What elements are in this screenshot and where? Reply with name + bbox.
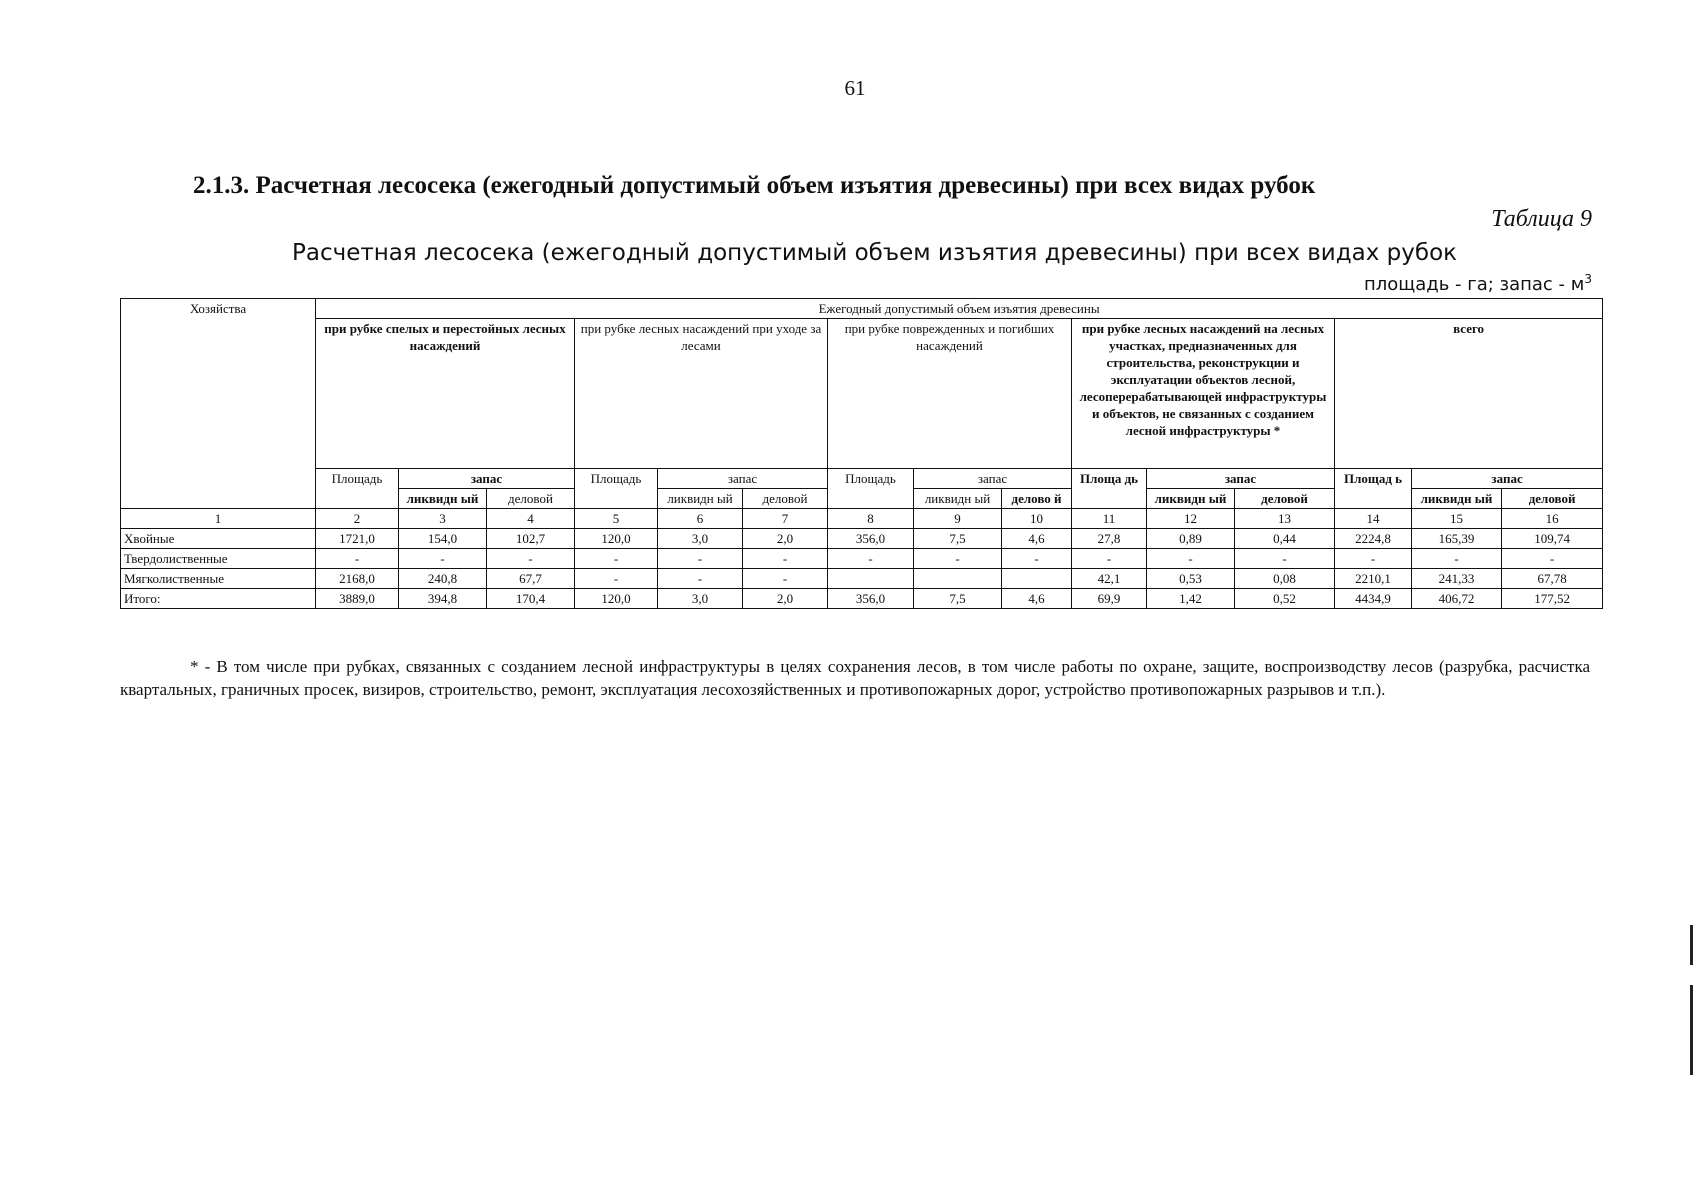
table-cell: 109,74 (1502, 529, 1603, 549)
area-header: Площадь (316, 469, 399, 509)
table-cell: 0,08 (1235, 569, 1335, 589)
liquid-header: ликвидн ый (914, 489, 1002, 509)
group-infrastructure: при рубке лесных насаждений на лесных участках, предназначенных для строительства, реконструкции и эксплуатации объектов лесной, лесоперерабатывающей инфраструктуры и объектов, не связанных с созданием лесной инфраструктуры * (1072, 319, 1335, 469)
business-header: деловой (1235, 489, 1335, 509)
table-cell: 69,9 (1072, 589, 1147, 609)
footnote: * - В том числе при рубках, связанных с созданием лесной инфраструктуры в целях сохранения лесов, в том числе работы по охране, защите, воспроизводству лесов (разрубка, расчистка квартальных, граничных просек, визиров, строительство, ремонт, эксплуатация лесохозяйственных и противопожарных дорог, устройство противопожарных разрывов и т.п.). (120, 657, 1590, 699)
group-thinning: при рубке лесных насаждений при уходе за лесами (575, 319, 828, 469)
table-cell: - (575, 549, 658, 569)
group-total: всего (1335, 319, 1603, 469)
table-cell: - (1412, 549, 1502, 569)
table-cell: 165,39 (1412, 529, 1502, 549)
area-header: Площад ь (1335, 469, 1412, 509)
stock-header: запас (914, 469, 1072, 489)
table-cell: - (743, 569, 828, 589)
table-cell: - (914, 549, 1002, 569)
column-number: 16 (1502, 509, 1603, 529)
header-farm: Хозяйства (121, 299, 316, 509)
table-cell: - (399, 549, 487, 569)
column-number-row (121, 509, 1603, 529)
row-name: Мягколиственные (121, 569, 316, 589)
table-cell: 394,8 (399, 589, 487, 609)
business-header: деловой (1502, 489, 1603, 509)
table-cell: 2,0 (743, 589, 828, 609)
business-header: деловой (487, 489, 575, 509)
table-cell: 4,6 (1002, 529, 1072, 549)
scan-edge-mark (1690, 985, 1693, 1075)
table-cell: 0,44 (1235, 529, 1335, 549)
table-cell: 2224,8 (1335, 529, 1412, 549)
table-caption: Расчетная лесосека (ежегодный допустимый объем изъятия древесины) при всех видах рубок (292, 240, 1458, 266)
table-cell: 42,1 (1072, 569, 1147, 589)
table-cell: 1721,0 (316, 529, 399, 549)
stock-header: запас (658, 469, 828, 489)
area-header: Площадь (575, 469, 658, 509)
table-cell (828, 569, 914, 589)
column-number: 13 (1235, 509, 1335, 529)
table-cell: 2168,0 (316, 569, 399, 589)
table-cell: 7,5 (914, 529, 1002, 549)
table-cell: 1,42 (1147, 589, 1235, 609)
table-cell: 4434,9 (1335, 589, 1412, 609)
column-number: 5 (575, 509, 658, 529)
table-cell: 0,52 (1235, 589, 1335, 609)
table-cell: 120,0 (575, 589, 658, 609)
table-cell: 27,8 (1072, 529, 1147, 549)
table-row (121, 549, 1603, 569)
table-cell: 356,0 (828, 529, 914, 549)
table-cell: - (316, 549, 399, 569)
table-cell: 240,8 (399, 569, 487, 589)
table-cell: 67,78 (1502, 569, 1603, 589)
column-number: 2 (316, 509, 399, 529)
units-sup: 3 (1584, 272, 1592, 286)
table-cell: 241,33 (1412, 569, 1502, 589)
table-cell: - (658, 569, 743, 589)
table-cell: 0,89 (1147, 529, 1235, 549)
page-number: 61 (844, 76, 866, 100)
row-name: Хвойные (121, 529, 316, 549)
column-number: 9 (914, 509, 1002, 529)
units-text: площадь - га; запас - м (1364, 274, 1585, 295)
table-row (121, 569, 1603, 589)
column-number: 3 (399, 509, 487, 529)
table-cell: 3889,0 (316, 589, 399, 609)
table-cell: 356,0 (828, 589, 914, 609)
liquid-header: ликвидн ый (1412, 489, 1502, 509)
column-number: 11 (1072, 509, 1147, 529)
table-cell: 3,0 (658, 529, 743, 549)
table-row (121, 589, 1603, 609)
table-cell: 2210,1 (1335, 569, 1412, 589)
table-cell: 170,4 (487, 589, 575, 609)
scan-edge-mark (1690, 925, 1693, 965)
stock-header: запас (399, 469, 575, 489)
column-number: 1 (121, 509, 316, 529)
row-name: Твердолиственные (121, 549, 316, 569)
liquid-header: ликвидн ый (658, 489, 743, 509)
group-mature-stands: при рубке спелых и перестойных лесных насаждений (316, 319, 575, 469)
table-cell: - (487, 549, 575, 569)
column-number: 8 (828, 509, 914, 529)
column-number: 14 (1335, 509, 1412, 529)
allowable-cut-table (120, 298, 1603, 609)
area-header: Площа дь (1072, 469, 1147, 509)
header-annual-volume: Ежегодный допустимый объем изъятия древесины (316, 299, 1603, 319)
table-cell: 2,0 (743, 529, 828, 549)
table-label: Таблица 9 (1491, 206, 1592, 232)
column-number: 12 (1147, 509, 1235, 529)
stock-header: запас (1412, 469, 1603, 489)
table-cell (914, 569, 1002, 589)
table-cell: 102,7 (487, 529, 575, 549)
table-row (121, 529, 1603, 549)
table-cell: - (743, 549, 828, 569)
table-cell: - (1502, 549, 1603, 569)
row-name: Итого: (121, 589, 316, 609)
column-number: 7 (743, 509, 828, 529)
table-cell: 406,72 (1412, 589, 1502, 609)
table-cell: - (658, 549, 743, 569)
table-cell: 154,0 (399, 529, 487, 549)
business-header: деловой (743, 489, 828, 509)
table-cell: 4,6 (1002, 589, 1072, 609)
column-number: 4 (487, 509, 575, 529)
table-cell: - (575, 569, 658, 589)
table-cell: - (828, 549, 914, 569)
business-header: делово й (1002, 489, 1072, 509)
column-number: 10 (1002, 509, 1072, 529)
column-number: 15 (1412, 509, 1502, 529)
table-cell: - (1147, 549, 1235, 569)
group-damaged-stands: при рубке поврежденных и погибших насаждений (828, 319, 1072, 469)
table-cell: 67,7 (487, 569, 575, 589)
table-cell: 0,53 (1147, 569, 1235, 589)
table-cell: - (1002, 549, 1072, 569)
table-cell (1002, 569, 1072, 589)
section-title: 2.1.3. Расчетная лесосека (ежегодный допустимый объем изъятия древесины) при всех видах рубок (193, 172, 1316, 199)
stock-header: запас (1147, 469, 1335, 489)
liquid-header: ликвидн ый (1147, 489, 1235, 509)
table-cell: 7,5 (914, 589, 1002, 609)
units-note (1364, 272, 1592, 295)
table-cell: 120,0 (575, 529, 658, 549)
table-cell: 3,0 (658, 589, 743, 609)
liquid-header: ликвидн ый (399, 489, 487, 509)
table-cell: - (1235, 549, 1335, 569)
table-cell: - (1072, 549, 1147, 569)
column-number: 6 (658, 509, 743, 529)
area-header: Площадь (828, 469, 914, 509)
table-cell: - (1335, 549, 1412, 569)
table-cell: 177,52 (1502, 589, 1603, 609)
